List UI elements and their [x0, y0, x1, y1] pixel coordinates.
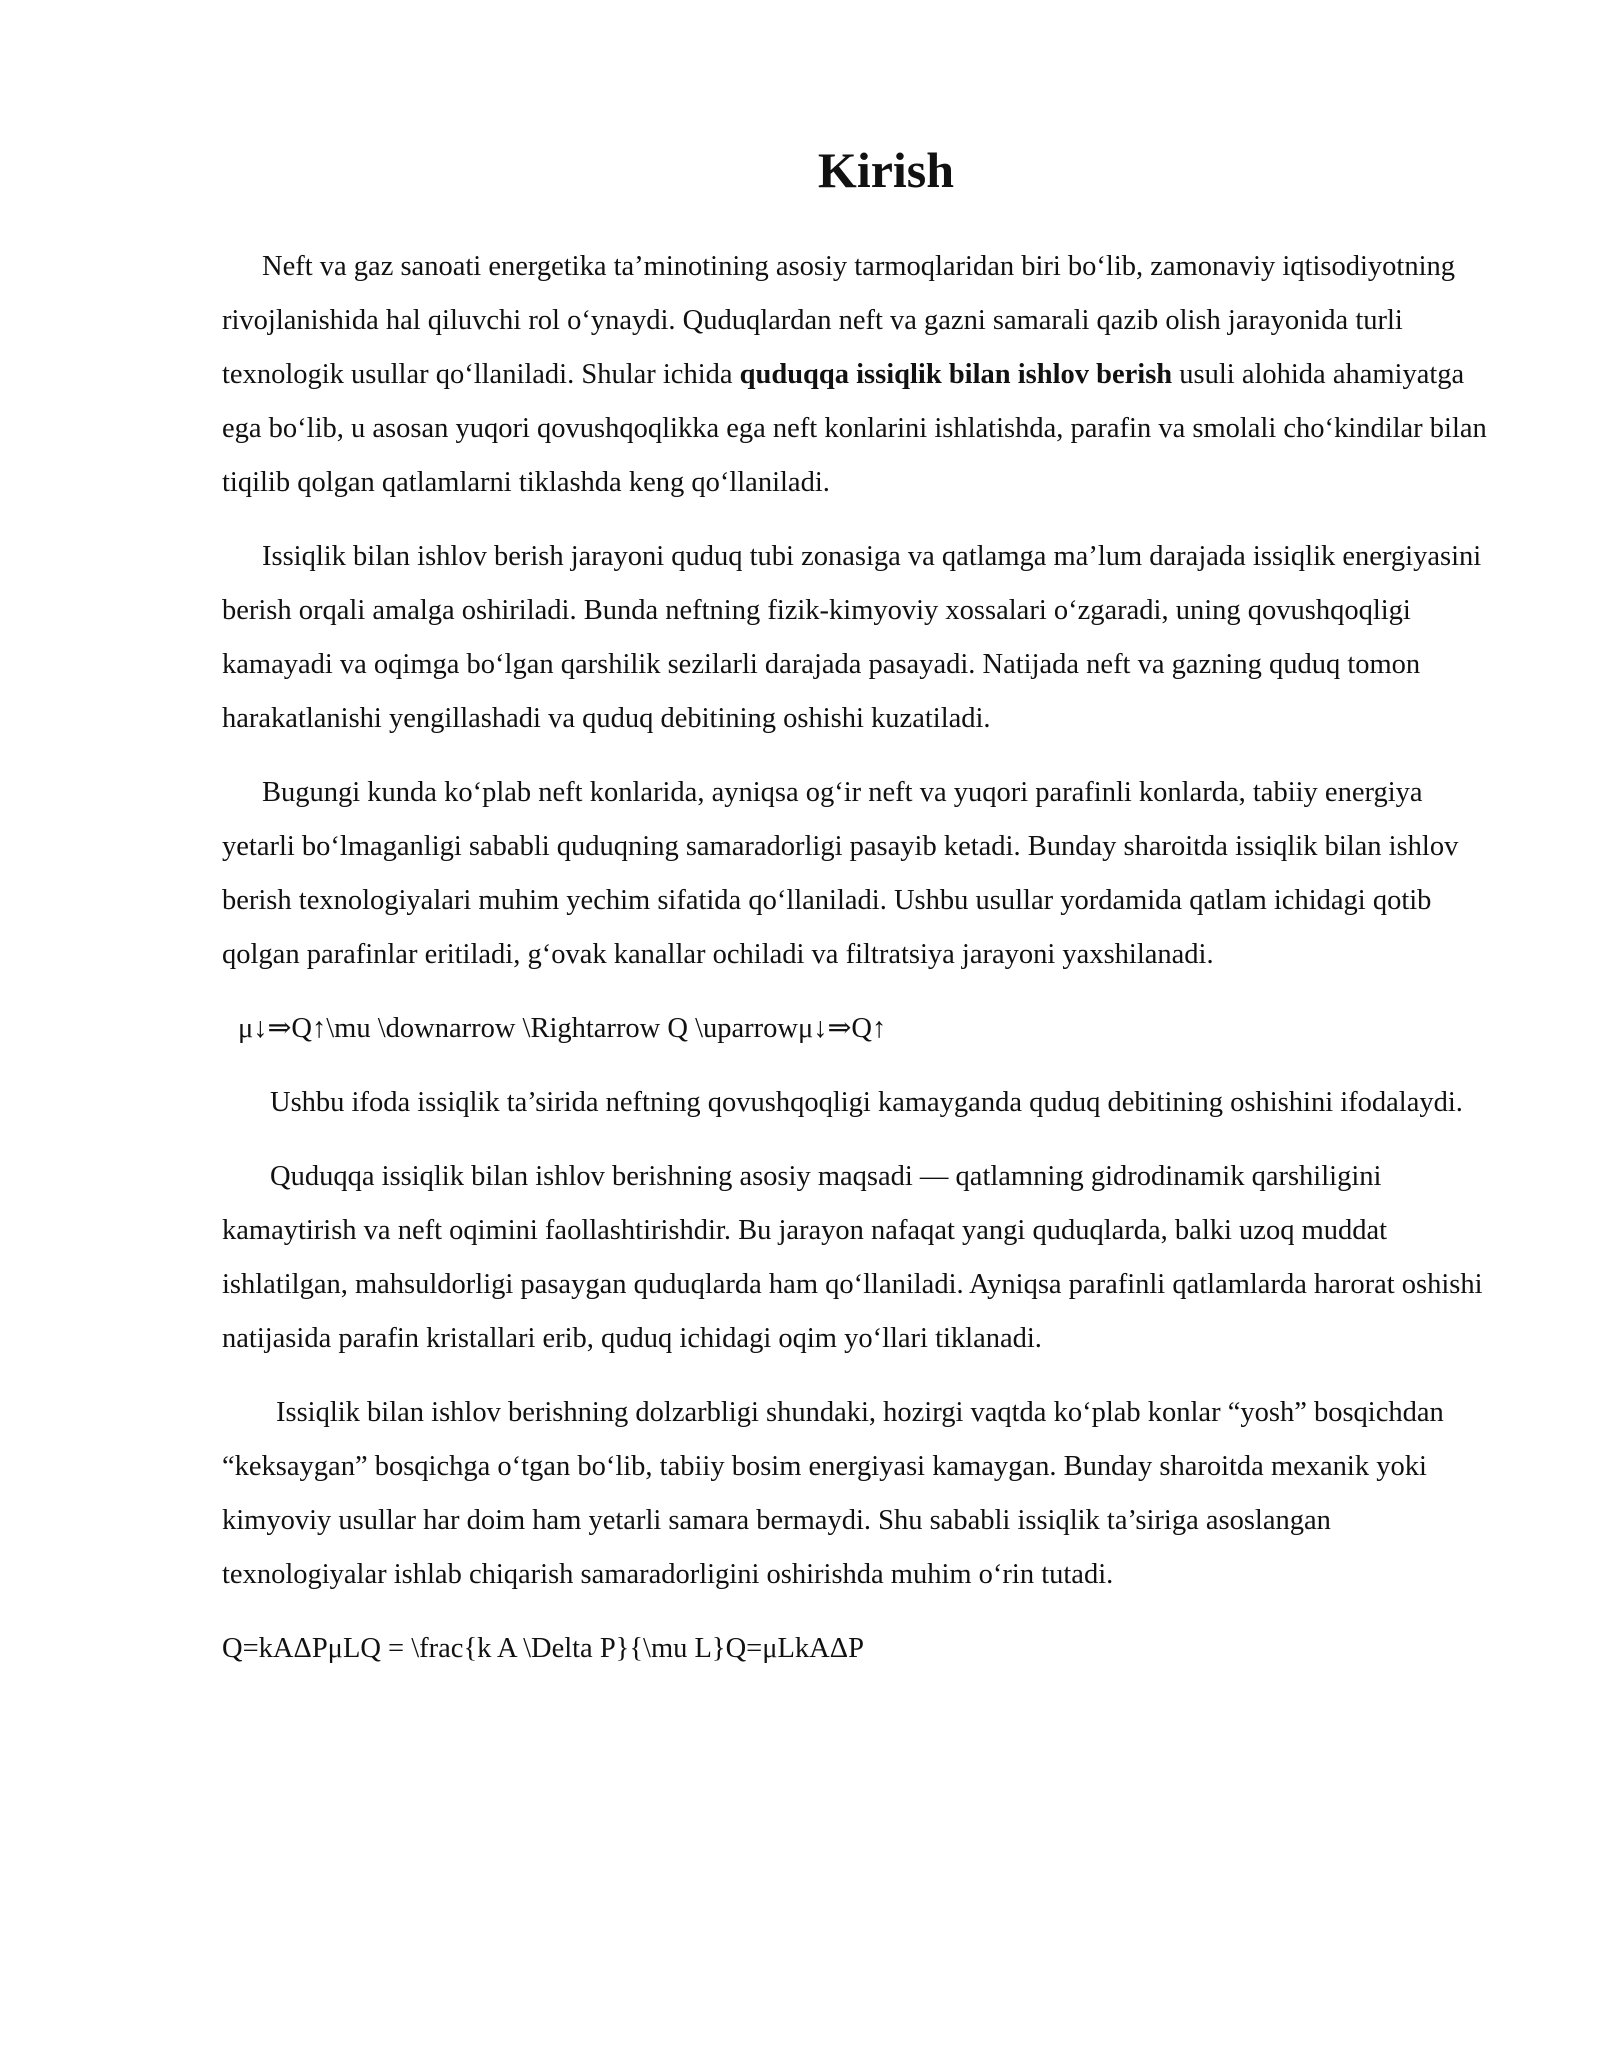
paragraph-current-state: Bugungi kunda ko‘plab neft konlarida, ayniqsa og‘ir neft va yuqori parafinli konlarda, tabiiy energiya yetarli bo‘lmaganligi sababli quduqning samaradorligi pasayib ketadi. Bunday sharoitda issiqlik bilan ishlov berish texnologiyalari muhim yechim sifatida qo‘llaniladi. Ushbu usullar yordamida qatlam ichidagi qotib qolgan parafinlar eritiladi, g‘ovak kanallar ochiladi va filtratsiya jarayoni yaxshilanadi. — [222, 777, 1459, 970]
page-title: Kirish — [817, 142, 955, 198]
paragraph-formula-explanation: Ushbu ifoda issiqlik ta’sirida neftning qovushqoqligi kamayganda quduq debitining oshishini ifodalaydi. — [270, 1087, 1463, 1118]
paragraph-main-goal: Quduqqa issiqlik bilan ishlov berishning asosiy maqsadi — qatlamning gidrodinamik qarshiligini kamaytirish va neft oqimini faollashtirishdir. Bu jarayon nafaqat yangi quduqlarda, balki uzoq muddat ishlatilgan, mahsuldorligi pasaygan quduqlarda ham qo‘llaniladi. Ayniqsa parafinli qatlamlarda harorat oshishi natijasida parafin kristallari erib, quduq ichidagi oqim yo‘llari tiklanadi. — [222, 1161, 1483, 1354]
document-page — [222, 140, 1490, 1696]
paragraph-relevance: Issiqlik bilan ishlov berishning dolzarbligi shundaki, hozirgi vaqtda ko‘plab konlar “yosh” bosqichdan “keksaygan” bosqichga o‘tgan bo‘lib, tabiiy bosim energiyasi kamaygan. Bunday sharoitda mexanik yoki kimyoviy usullar har doim ham yetarli samara bermaydi. Shu sababli issiqlik ta’siriga asoslangan texnologiyalar ishlab chiqarish samaradorligini oshirishda muhim o‘rin tutadi. — [222, 1397, 1444, 1590]
formula-viscosity-flow: μ↓⇒Q↑\mu \downarrow \Rightarrow Q \uparrowμ↓⇒Q↑ — [238, 1013, 887, 1044]
paragraph-intro — [222, 240, 1490, 510]
paragraph-intro-text-1: Neft va gaz sanoati energetika ta’minotining asosiy tarmoqlaridan biri bo‘lib, zamonaviy iqtisodiyotning rivojlanishida hal qiluvchi rol o‘ynaydi. Quduqlardan neft va gazni samarali qazib olish jarayonida turli texnologik usullar qo‘llaniladi. Shular ichida — [222, 251, 1456, 390]
formula-darcy: Q=kAΔPμLQ = \frac{k A \Delta P}{\mu L}Q=μLkAΔP — [222, 1633, 864, 1664]
paragraph-process: Issiqlik bilan ishlov berish jarayoni quduq tubi zonasiga va qatlamga ma’lum darajada issiqlik energiyasini berish orqali amalga oshiriladi. Bunda neftning fizik-kimyoviy xossalari o‘zgaradi, uning qovushqoqligi kamayadi va oqimga bo‘lgan qarshilik sezilarli darajada pasayadi. Natijada neft va gazning quduq tomon harakatlanishi yengillashadi va quduq debitining oshishi kuzatiladi. — [222, 541, 1482, 734]
paragraph-intro-text-2: usuli alohida ahamiyatga ega bo‘lib, u asosan yuqori qovushqoqlikka ega neft konlarini ishlatishda, parafin va smolali cho‘kindilar bilan tiqilib qolgan qatlamlarni tiklashda keng qo‘llaniladi. — [222, 359, 1487, 498]
paragraph-intro-bold: quduqqa issiqlik bilan ishlov berish — [739, 359, 1173, 390]
